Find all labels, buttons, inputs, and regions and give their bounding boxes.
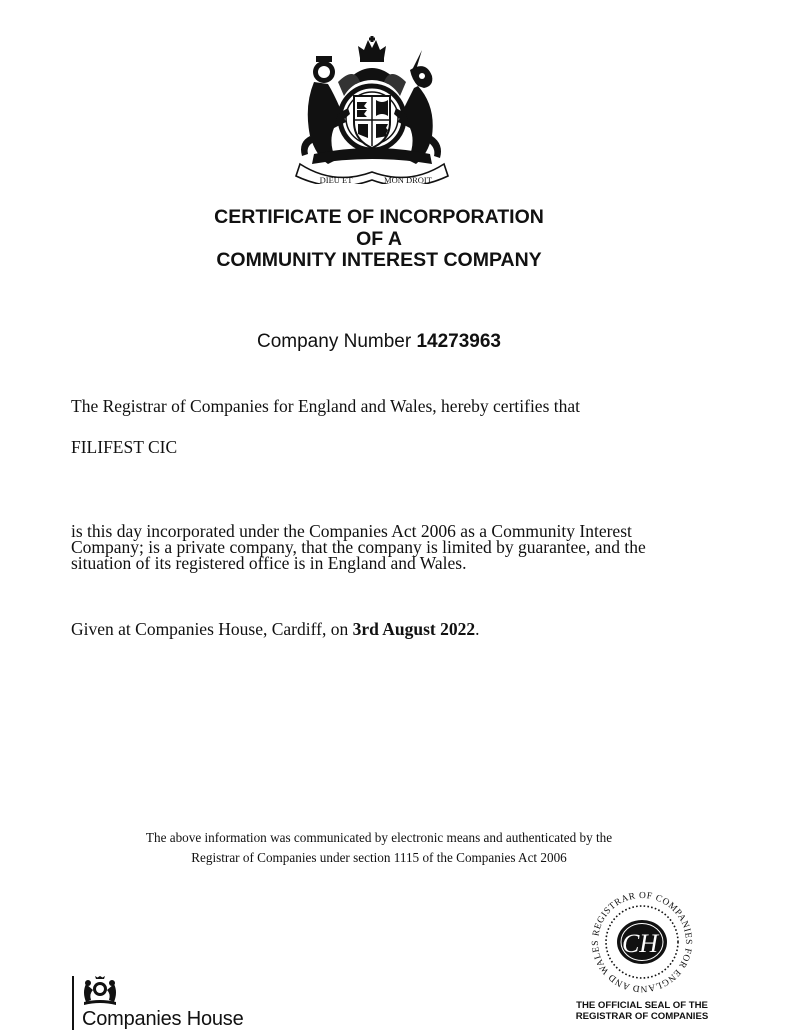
incorporation-line-3: situation of its registered office is in England and Wales.	[71, 553, 467, 573]
seal-monogram: CH	[621, 929, 659, 958]
incorporation-line-2: Company; is a private company, that the company is limited by guarantee, and the	[71, 537, 646, 557]
company-name: FILIFEST CIC	[71, 437, 178, 457]
registrar-seal-icon	[584, 884, 700, 1000]
seal-caption-line-2: REGISTRAR OF COMPANIES	[575, 1011, 709, 1022]
given-at-date: 3rd August 2022	[352, 619, 476, 639]
crown-icon	[358, 36, 386, 62]
companies-house-wordmark: Companies House	[82, 1008, 244, 1030]
motto-scroll	[296, 164, 448, 184]
logo-divider	[72, 976, 74, 1030]
given-at-prefix: Given at Companies House, Cardiff, on	[71, 619, 349, 639]
seal-caption	[560, 1000, 724, 1022]
authentication-note	[96, 828, 662, 868]
given-at-statement	[71, 619, 731, 639]
certificate-title	[96, 207, 662, 272]
company-number-label: Company Number	[257, 331, 412, 352]
royal-coat-of-arms-icon	[294, 36, 450, 184]
motto-left: DIEU ET	[319, 175, 353, 184]
companies-house-crest-icon	[80, 976, 120, 1006]
registrar-statement: The Registrar of Companies for England and Wales, hereby certifies that	[71, 396, 581, 416]
company-number-line	[96, 331, 662, 353]
motto-right: MON DROIT	[384, 175, 432, 184]
incorporation-line-1: is this day incorporated under the Companies Act 2006 as a Community Interest	[71, 521, 632, 541]
title-line-3: COMMUNITY INTEREST COMPANY	[216, 249, 542, 271]
incorporation-statement	[71, 523, 731, 571]
authentication-line-2: Registrar of Companies under section 1115 of the Companies Act 2006	[191, 850, 567, 865]
seal-caption-line-1: THE OFFICIAL SEAL OF THE	[576, 1000, 708, 1011]
given-at-suffix: .	[475, 619, 480, 639]
seal-ring-text: REGISTRAR OF COMPANIES FOR ENGLAND AND WALES	[590, 890, 694, 994]
authentication-line-1: The above information was communicated by electronic means and authenticated by the	[145, 830, 613, 845]
title-line-2: OF A	[356, 227, 402, 250]
title-line-1: CERTIFICATE OF INCORPORATION	[214, 206, 544, 228]
company-number-value: 14273963	[416, 331, 501, 352]
